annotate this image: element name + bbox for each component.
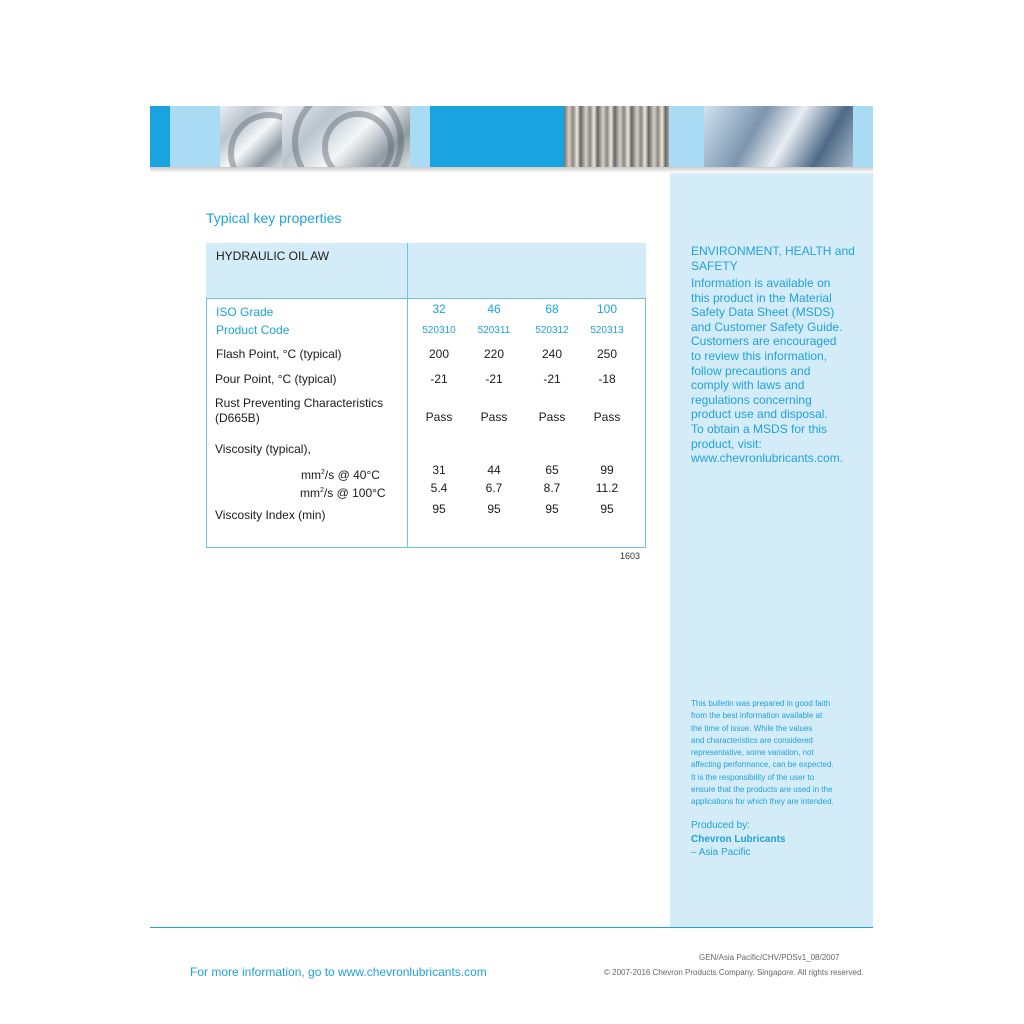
rust-label-line1: Rust Preventing Characteristics (215, 396, 384, 410)
ehs-body-line: follow precautions and (691, 363, 811, 378)
disclaimer-line: This bulletin was prepared in good faith (691, 699, 831, 708)
ehs-body-line: Safety Data Sheet (MSDS) (691, 305, 835, 320)
viscosity-index-value: 95 (487, 502, 501, 516)
visc100-value: 11.2 (595, 481, 619, 495)
iso-grade-label: ISO Grade (216, 305, 274, 319)
pour-point-label: Pour Point, °C (typical) (215, 372, 337, 386)
ehs-title-line1: ENVIRONMENT, HEALTH and (691, 244, 855, 258)
ehs-body-line: and Customer Safety Guide. (691, 319, 843, 334)
pour-point-value: -21 (430, 372, 448, 386)
viscosity-label: Viscosity (typical), (215, 442, 311, 456)
header-banner (150, 106, 873, 167)
viscosity-index-value: 95 (432, 502, 446, 516)
column-divider (407, 243, 408, 548)
disclaimer-line: and characteristics are considered (691, 735, 813, 745)
produced-by (691, 819, 785, 860)
viscosity-index-label: Viscosity Index (min) (215, 508, 326, 522)
visc100-value: 6.7 (485, 481, 503, 495)
disclaimer-line: It is the responsibility of the user to (691, 772, 815, 782)
banner-pale-strip-2 (410, 106, 430, 167)
rust-value: Pass (593, 410, 621, 424)
banner-blue-strip (150, 106, 170, 167)
properties-table (206, 243, 646, 548)
disclaimer-line: applications for which they are intended. (691, 797, 834, 807)
product-code-label: Product Code (216, 323, 290, 337)
flash-point-value: 240 (541, 347, 563, 361)
disclaimer-line: representative, some variation, not (691, 748, 814, 758)
pour-point-value: -21 (485, 372, 503, 386)
visc40-value: 31 (432, 463, 446, 477)
ehs-body (691, 276, 871, 466)
ehs-body-line: to review this information, (691, 348, 828, 363)
visc40-value: 44 (487, 463, 501, 477)
banner-blue-block (430, 106, 564, 167)
ehs-body-line: comply with laws and (691, 378, 805, 393)
rust-value: Pass (480, 410, 508, 424)
ehs-body-line: this product in the Material (691, 290, 832, 305)
product-code-value: 520313 (590, 325, 624, 336)
product-code-value: 520311 (477, 325, 511, 336)
flash-point-value: 200 (428, 347, 450, 361)
footer-more-info-link[interactable]: For more information, go to www.chevronlubricants.com (190, 965, 487, 979)
disclaimer-line: affecting performance, can be expected. (691, 760, 834, 770)
ehs-body-line: www.chevronlubricants.com. (691, 451, 844, 466)
visc40-label: $mm^2/s$ @ 40°C (301, 468, 380, 482)
ehs-body-line: regulations concerning (691, 392, 812, 407)
disclaimer-line: the time of issue. While the values (691, 723, 813, 733)
producer-name: Chevron Lubricants (691, 833, 786, 845)
rust-label-line2: (D665B) (215, 411, 260, 425)
ehs-body-line: Customers are encouraged (691, 334, 837, 349)
bearing-image (220, 106, 282, 167)
produced-by-label: Produced by: (691, 820, 750, 831)
ehs-body-line: Information is available on (691, 276, 831, 290)
disclaimer-line: from the best information available at (691, 711, 823, 721)
banner-pale-strip-3 (669, 106, 704, 167)
viscosity-index-value: 95 (600, 502, 614, 516)
visc40-value: 65 (545, 463, 559, 477)
visc40-value: 99 (600, 463, 614, 477)
gear-image (564, 106, 669, 167)
producer-region: – Asia Pacific (691, 847, 751, 858)
flash-point-value: 220 (483, 347, 505, 361)
product-name: HYDRAULIC OIL AW (216, 249, 330, 263)
bearing-image-2 (282, 106, 410, 167)
iso-grade-value: 46 (487, 302, 501, 316)
footer-document-code: GEN/Asia Pacific/CHV/PDSv1_08/2007 (699, 953, 840, 962)
flash-point-value: 250 (596, 347, 618, 361)
pour-point-value: -21 (543, 372, 561, 386)
iso-grade-value: 100 (596, 302, 618, 316)
banner-pale-strip-4 (853, 106, 873, 167)
iso-grade-value: 32 (432, 302, 446, 316)
ehs-body-line: To obtain a MSDS for this (691, 421, 828, 436)
machinery-image (704, 106, 853, 167)
rust-value: Pass (538, 410, 566, 424)
document-number: 1603 (620, 551, 641, 561)
iso-grade-value: 68 (545, 302, 559, 316)
ehs-title (691, 244, 855, 274)
visc100-value: 5.4 (430, 481, 448, 495)
footer-divider (150, 927, 873, 928)
ehs-body-line: product use and disposal. (691, 407, 828, 422)
banner-pale-strip (170, 106, 220, 167)
flash-point-label: Flash Point, °C (typical) (216, 347, 342, 361)
product-code-value: 520310 (422, 325, 456, 336)
viscosity-index-value: 95 (545, 502, 559, 516)
pour-point-value: -18 (598, 372, 616, 386)
disclaimer-line: ensure that the products are used in the (691, 785, 833, 795)
footer-copyright: © 2007-2016 Chevron Products Company. Singapore. All rights reserved. (604, 968, 864, 977)
product-code-value: 520312 (535, 325, 569, 336)
ehs-body-line: product, visit: (691, 436, 762, 451)
section-title: Typical key properties (206, 210, 342, 226)
disclaimer (691, 698, 871, 809)
ehs-title-line2: SAFETY (691, 259, 738, 273)
visc100-label: $mm^2/s$ @ 100°C (300, 486, 386, 500)
rust-value: Pass (425, 410, 453, 424)
visc100-value: 8.7 (543, 481, 561, 495)
